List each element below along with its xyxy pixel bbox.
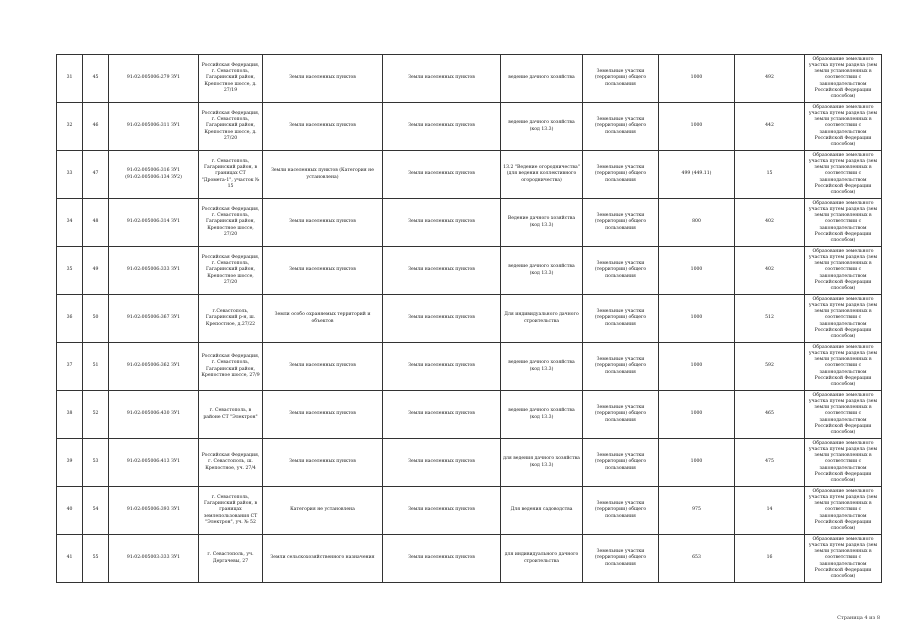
land-category-cell: Земли населенных пунктов: [263, 247, 383, 295]
cadastral-number-cell: 91:02:005006:311 ЗУ1: [109, 103, 199, 151]
formation-method-cell: Образование земельного участка путем раздела (зем земли установленных в соответствии с законодательством Российской Федерации способом): [805, 151, 882, 199]
table-row: [57, 151, 882, 199]
cadastral-number-cell: 91:02:005006:362 ЗУ1: [109, 343, 199, 391]
object-id-cell: 55: [83, 535, 109, 583]
zone-category-cell: Земли населенных пунктов: [383, 535, 501, 583]
zone-category-cell: Земли населенных пунктов: [383, 487, 501, 535]
area-cell: 975: [659, 487, 735, 535]
rights-cell: Земельные участки (территории) общего пользования: [583, 55, 659, 103]
land-category-cell: Земли населенных пунктов: [263, 439, 383, 487]
land-category-cell: Земли населенных пунктов: [263, 391, 383, 439]
land-category-cell: Земли населенных пунктов: [263, 199, 383, 247]
object-id-cell: 50: [83, 295, 109, 343]
rights-cell: Земельные участки (территории) общего пользования: [583, 439, 659, 487]
address-cell: Российская Федерация, г. Севастополь, Гагаринский район, Крепостное шоссе, д. 27/20: [199, 103, 263, 151]
formation-method-cell: Образование земельного участка путем раздела (зем земли установленных в соответствии с законодательством Российской Федерации способом): [805, 55, 882, 103]
cadastral-number-cell: 91:02:005006:316 ЗУ1 (91:02:005006:134 ЗУ2): [109, 151, 199, 199]
address-cell: г. Севастополь, уч. Дергачевы, 27: [199, 535, 263, 583]
address-cell: Российская Федерация, г. Севастополь, ш. Крепостное, уч. 27/4: [199, 439, 263, 487]
formation-method-cell: Образование земельного участка путем раздела (зем земли установленных в соответствии с законодательством Российской Федерации способом): [805, 199, 882, 247]
part-area-cell: 402: [735, 247, 805, 295]
permitted-use-cell: для индивидуального дачного строительства: [501, 535, 583, 583]
zone-category-cell: Земли населенных пунктов: [383, 439, 501, 487]
table-row: [57, 343, 882, 391]
address-cell: Российская Федерация, г. Севастополь, Гагаринский район, Крепостное шоссе, 27/20: [199, 247, 263, 295]
area-cell: 653: [659, 535, 735, 583]
part-area-cell: 442: [735, 103, 805, 151]
land-category-cell: Земли населенных пунктов (Категория не установлена): [263, 151, 383, 199]
part-area-cell: 492: [735, 55, 805, 103]
zone-category-cell: Земли населенных пунктов: [383, 295, 501, 343]
table-row: [57, 247, 882, 295]
land-category-cell: Земли особо охраняемых территорий и объектов: [263, 295, 383, 343]
page-number: Страница 4 из 8: [837, 615, 880, 621]
rights-cell: Земельные участки (территории) общего пользования: [583, 199, 659, 247]
land-plot-register-table: [56, 54, 882, 583]
permitted-use-cell: для ведения дачного хозяйства (код 13.3): [501, 439, 583, 487]
table-row: [57, 199, 882, 247]
row-number-cell: 32: [57, 103, 83, 151]
permitted-use-cell: ведение дачного хозяйства: [501, 55, 583, 103]
cadastral-number-cell: 91:02:005006:413 ЗУ1: [109, 439, 199, 487]
area-cell: 1000: [659, 295, 735, 343]
area-cell: 1000: [659, 343, 735, 391]
permitted-use-cell: 13.2 "Ведение огородничества" (для ведения коллективного огородничества): [501, 151, 583, 199]
cadastral-number-cell: 91:02:005006:367 ЗУ1: [109, 295, 199, 343]
table-row: [57, 487, 882, 535]
zone-category-cell: Земли населенных пунктов: [383, 55, 501, 103]
row-number-cell: 40: [57, 487, 83, 535]
address-cell: Российская Федерация, г. Севастополь, Гагаринский район, Крепостное шоссе, 27/9: [199, 343, 263, 391]
zone-category-cell: Земли населенных пунктов: [383, 343, 501, 391]
formation-method-cell: Образование земельного участка путем раздела (зем земли установленных в соответствии с законодательством Российской Федерации способом): [805, 295, 882, 343]
area-cell: 1000: [659, 247, 735, 295]
part-area-cell: 465: [735, 391, 805, 439]
area-cell: 1000: [659, 391, 735, 439]
table-row: [57, 55, 882, 103]
land-category-cell: Категория не установлена: [263, 487, 383, 535]
row-number-cell: 36: [57, 295, 83, 343]
cadastral-number-cell: 91:02:005006:430 ЗУ1: [109, 391, 199, 439]
land-category-cell: Земли населенных пунктов: [263, 55, 383, 103]
permitted-use-cell: Для ведения садоводства: [501, 487, 583, 535]
rights-cell: Земельные участки (территории) общего пользования: [583, 151, 659, 199]
object-id-cell: 47: [83, 151, 109, 199]
formation-method-cell: Образование земельного участка путем раздела (зем земли установленных в соответствии с законодательством Российской Федерации способом): [805, 439, 882, 487]
part-area-cell: 592: [735, 343, 805, 391]
formation-method-cell: Образование земельного участка путем раздела (зем земли установленных в соответствии с законодательством Российской Федерации способом): [805, 103, 882, 151]
cadastral-number-cell: 91:02:005003:333 ЗУ1: [109, 535, 199, 583]
table-row: [57, 295, 882, 343]
row-number-cell: 38: [57, 391, 83, 439]
rights-cell: Земельные участки (территории) общего пользования: [583, 103, 659, 151]
permitted-use-cell: Ведение дачного хозяйства (код 13.3): [501, 199, 583, 247]
object-id-cell: 45: [83, 55, 109, 103]
zone-category-cell: Земли населенных пунктов: [383, 247, 501, 295]
formation-method-cell: Образование земельного участка путем раздела (зем земли установленных в соответствии с законодательством Российской Федерации способом): [805, 247, 882, 295]
cadastral-number-cell: 91:02:005006:314 ЗУ1: [109, 199, 199, 247]
row-number-cell: 39: [57, 439, 83, 487]
address-cell: Российская Федерация, г. Севастополь, Гагаринский район, Крепостное шоссе, 27/20: [199, 199, 263, 247]
row-number-cell: 31: [57, 55, 83, 103]
formation-method-cell: Образование земельного участка путем раздела (зем земли установленных в соответствии с законодательством Российской Федерации способом): [805, 535, 882, 583]
land-category-cell: Земли населенных пунктов: [263, 343, 383, 391]
land-category-cell: Земли сельскохозяйственного назначения: [263, 535, 383, 583]
row-number-cell: 33: [57, 151, 83, 199]
row-number-cell: 34: [57, 199, 83, 247]
rights-cell: Земельные участки (территории) общего пользования: [583, 343, 659, 391]
rights-cell: Земельные участки (территории) общего пользования: [583, 391, 659, 439]
part-area-cell: 402: [735, 199, 805, 247]
part-area-cell: 14: [735, 487, 805, 535]
address-cell: г. Севастополь, Гагаринский район, в границах землепользования СТ "Электрон", уч. № 52: [199, 487, 263, 535]
zone-category-cell: Земли населенных пунктов: [383, 151, 501, 199]
object-id-cell: 54: [83, 487, 109, 535]
row-number-cell: 41: [57, 535, 83, 583]
zone-category-cell: Земли населенных пунктов: [383, 391, 501, 439]
land-category-cell: Земли населенных пунктов: [263, 103, 383, 151]
rights-cell: Земельные участки (территории) общего пользования: [583, 487, 659, 535]
zone-category-cell: Земли населенных пунктов: [383, 199, 501, 247]
address-cell: г. Севастополь, Гагаринский район, в границах СТ "Дромета-1", участок № 15: [199, 151, 263, 199]
permitted-use-cell: ведение дачного хозяйства (код 13.3): [501, 103, 583, 151]
table-row: [57, 535, 882, 583]
area-cell: 800: [659, 199, 735, 247]
formation-method-cell: Образование земельного участка путем раздела (зем земли установленных в соответствии с законодательством Российской Федерации способом): [805, 391, 882, 439]
permitted-use-cell: ведение дачного хозяйства (код 13.3): [501, 391, 583, 439]
rights-cell: Земельные участки (территории) общего пользования: [583, 247, 659, 295]
rights-cell: Земельные участки (территории) общего пользования: [583, 535, 659, 583]
zone-category-cell: Земли населенных пунктов: [383, 103, 501, 151]
rights-cell: Земельные участки (территории) общего пользования: [583, 295, 659, 343]
cadastral-number-cell: 91:02:005006:333 ЗУ1: [109, 247, 199, 295]
area-cell: 1000: [659, 55, 735, 103]
object-id-cell: 46: [83, 103, 109, 151]
area-cell: 499 (449.11): [659, 151, 735, 199]
area-cell: 1000: [659, 439, 735, 487]
object-id-cell: 48: [83, 199, 109, 247]
table-row: [57, 103, 882, 151]
cadastral-number-cell: 91:02:005006:393 ЗУ1: [109, 487, 199, 535]
part-area-cell: 15: [735, 151, 805, 199]
table-row: [57, 439, 882, 487]
part-area-cell: 475: [735, 439, 805, 487]
permitted-use-cell: Для индивидуального дачного строительства: [501, 295, 583, 343]
table-row: [57, 391, 882, 439]
object-id-cell: 52: [83, 391, 109, 439]
cadastral-number-cell: 91:02:005006:279 ЗУ1: [109, 55, 199, 103]
address-cell: г. Севастополь, в районе СТ "Электрон": [199, 391, 263, 439]
table-body: [57, 55, 882, 583]
row-number-cell: 35: [57, 247, 83, 295]
object-id-cell: 49: [83, 247, 109, 295]
permitted-use-cell: ведение дачного хозяйства (код 13.3): [501, 343, 583, 391]
part-area-cell: 16: [735, 535, 805, 583]
part-area-cell: 512: [735, 295, 805, 343]
formation-method-cell: Образование земельного участка путем раздела (зем земли установленных в соответствии с законодательством Российской Федерации способом): [805, 487, 882, 535]
address-cell: г.Севастополь, Гагаринский р-н, ш. Крепостное, д.27/22: [199, 295, 263, 343]
permitted-use-cell: ведение дачного хозяйства (код 13.3): [501, 247, 583, 295]
formation-method-cell: Образование земельного участка путем раздела (зем земли установленных в соответствии с законодательством Российской Федерации способом): [805, 343, 882, 391]
object-id-cell: 53: [83, 439, 109, 487]
object-id-cell: 51: [83, 343, 109, 391]
area-cell: 1000: [659, 103, 735, 151]
address-cell: Российская Федерация, г. Севастополь, Гагаринский район, Крепостное шоссе, д. 27/19: [199, 55, 263, 103]
row-number-cell: 37: [57, 343, 83, 391]
